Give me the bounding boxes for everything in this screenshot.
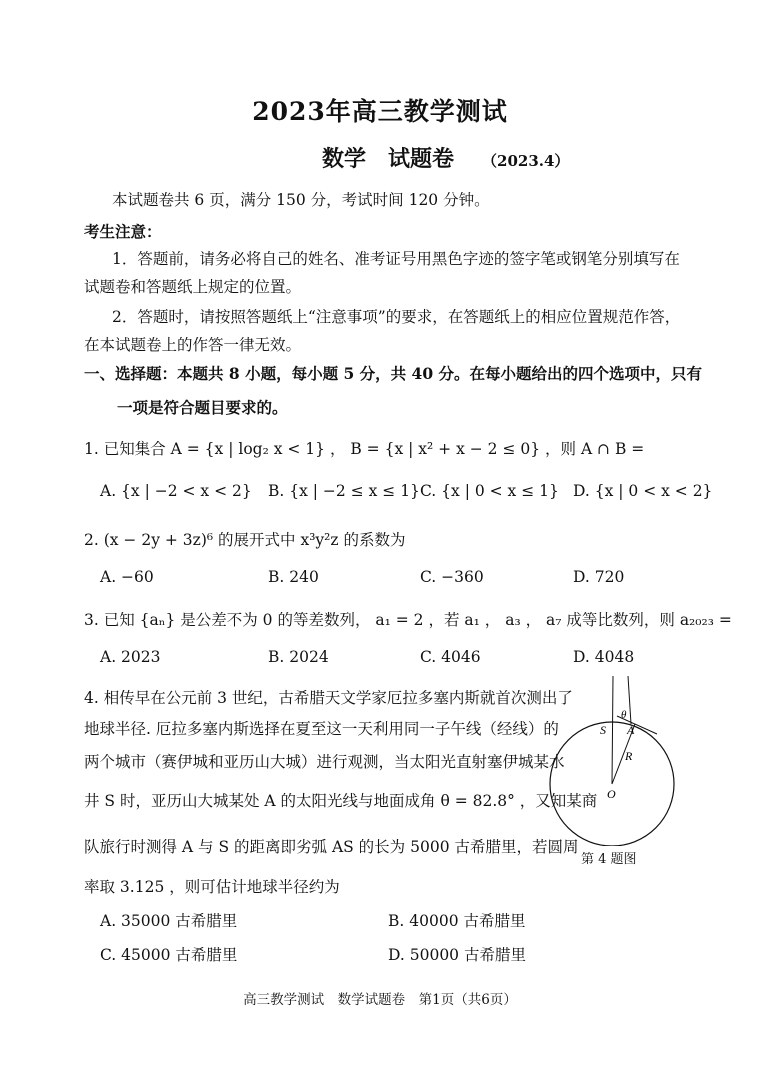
page-title: 2023年高三教学测试 [252,97,508,126]
question-3-option-d: D. 4048 [573,648,635,666]
question-1-option-b: B. {x | −2 ≤ x ≤ 1} [268,482,420,500]
label-s: S [600,723,606,737]
question-2-option-c: C. −360 [420,568,484,586]
section-heading-line-2: 一项是符合题目要求的。 [117,398,288,417]
sun-ray-s [612,676,613,784]
notice-heading: 考生注意： [84,222,162,241]
question-1-stem: 1. 已知集合 A = {x | log₂ x < 1} ， B = {x | x² + x − 2 ≤ 0} ，则 A ∩ B = [84,440,645,458]
intro-text: 本试题卷共 6 页，满分 150 分，考试时间 120 分钟。 [112,191,490,209]
question-3-option-b: B. 2024 [268,648,329,666]
sun-ray-a [628,676,631,724]
figure-caption: 第 4 题图 [581,852,637,867]
question-4-option-d: D. 50000 古希腊里 [388,946,526,964]
question-3-stem: 3. 已知 {aₙ} 是公差不为 0 的等差数列， a₁ = 2 ，若 a₁ ， a₃ ， a₇ 成等比数列，则 a₂₀₂₃ = [84,611,732,629]
question-2-option-a: A. −60 [100,568,154,586]
question-2-option-b: B. 240 [268,568,319,586]
question-4-line-5: 队旅行时测得 A 与 S 的距离即劣弧 AS 的长为 5000 古希腊里，若圆周 [84,838,579,856]
page-subtitle [322,142,569,173]
label-theta: θ [621,709,627,721]
question-4-figure [545,676,685,846]
label-a: A [627,723,635,737]
question-1-option-a: A. {x | −2 < x < 2} [100,482,252,500]
question-1-option-c: C. {x | 0 < x ≤ 1} [420,482,559,500]
question-4-option-a: A. 35000 古希腊里 [100,912,238,930]
question-2-option-d: D. 720 [573,568,625,586]
question-2-stem: 2. (x − 2y + 3z)⁶ 的展开式中 x³y²z 的系数为 [84,531,406,549]
notice-item-2-line-2: 在本试题卷上的作答一律无效。 [84,336,302,354]
question-1-option-d: D. {x | 0 < x < 2} [573,482,713,500]
question-4-line-2: 地球半径. 厄拉多塞内斯选择在夏至这一天利用同一子午线（经线）的 [84,720,559,738]
exam-date: （2023.4） [482,152,570,170]
question-4-line-4: 井 S 时，亚历山大城某处 A 的太阳光线与地面成角 θ = 82.8° ，又知某商 [84,792,598,810]
question-4-option-c: C. 45000 古希腊里 [100,946,238,964]
subtitle-text: 数学 试题卷 [322,146,455,172]
question-4-line-6: 率取 3.125 ，则可估计地球半径约为 [84,878,340,896]
question-3-option-a: A. 2023 [100,648,161,666]
question-4-line-3: 两个城市（赛伊城和亚历山大城）进行观测，当太阳光直射塞伊城某水 [84,753,565,771]
section-heading-line-1: 一、选择题：本题共 8 小题，每小题 5 分，共 40 分。在每小题给出的四个选项中，只有 [84,364,703,383]
label-o: O [607,787,616,801]
label-r: R [625,749,633,763]
notice-item-1-line-1: 1．答题前，请务必将自己的姓名、准考证号用黑色字迹的签字笔或钢笔分别填写在 [112,250,680,268]
question-4-line-1: 4. 相传早在公元前 3 世纪，古希腊天文学家厄拉多塞内斯就首次测出了 [84,689,573,707]
notice-item-2-line-1: 2．答题时，请按照答题纸上“注意事项”的要求，在答题纸上的相应位置规范作答， [112,308,681,326]
question-3-option-c: C. 4046 [420,648,481,666]
page-footer: 高三教学测试 数学试题卷 第1页（共6页） [243,992,517,1008]
notice-item-1-line-2: 试题卷和答题纸上规定的位置。 [84,278,302,296]
question-4-option-b: B. 40000 古希腊里 [388,912,526,930]
